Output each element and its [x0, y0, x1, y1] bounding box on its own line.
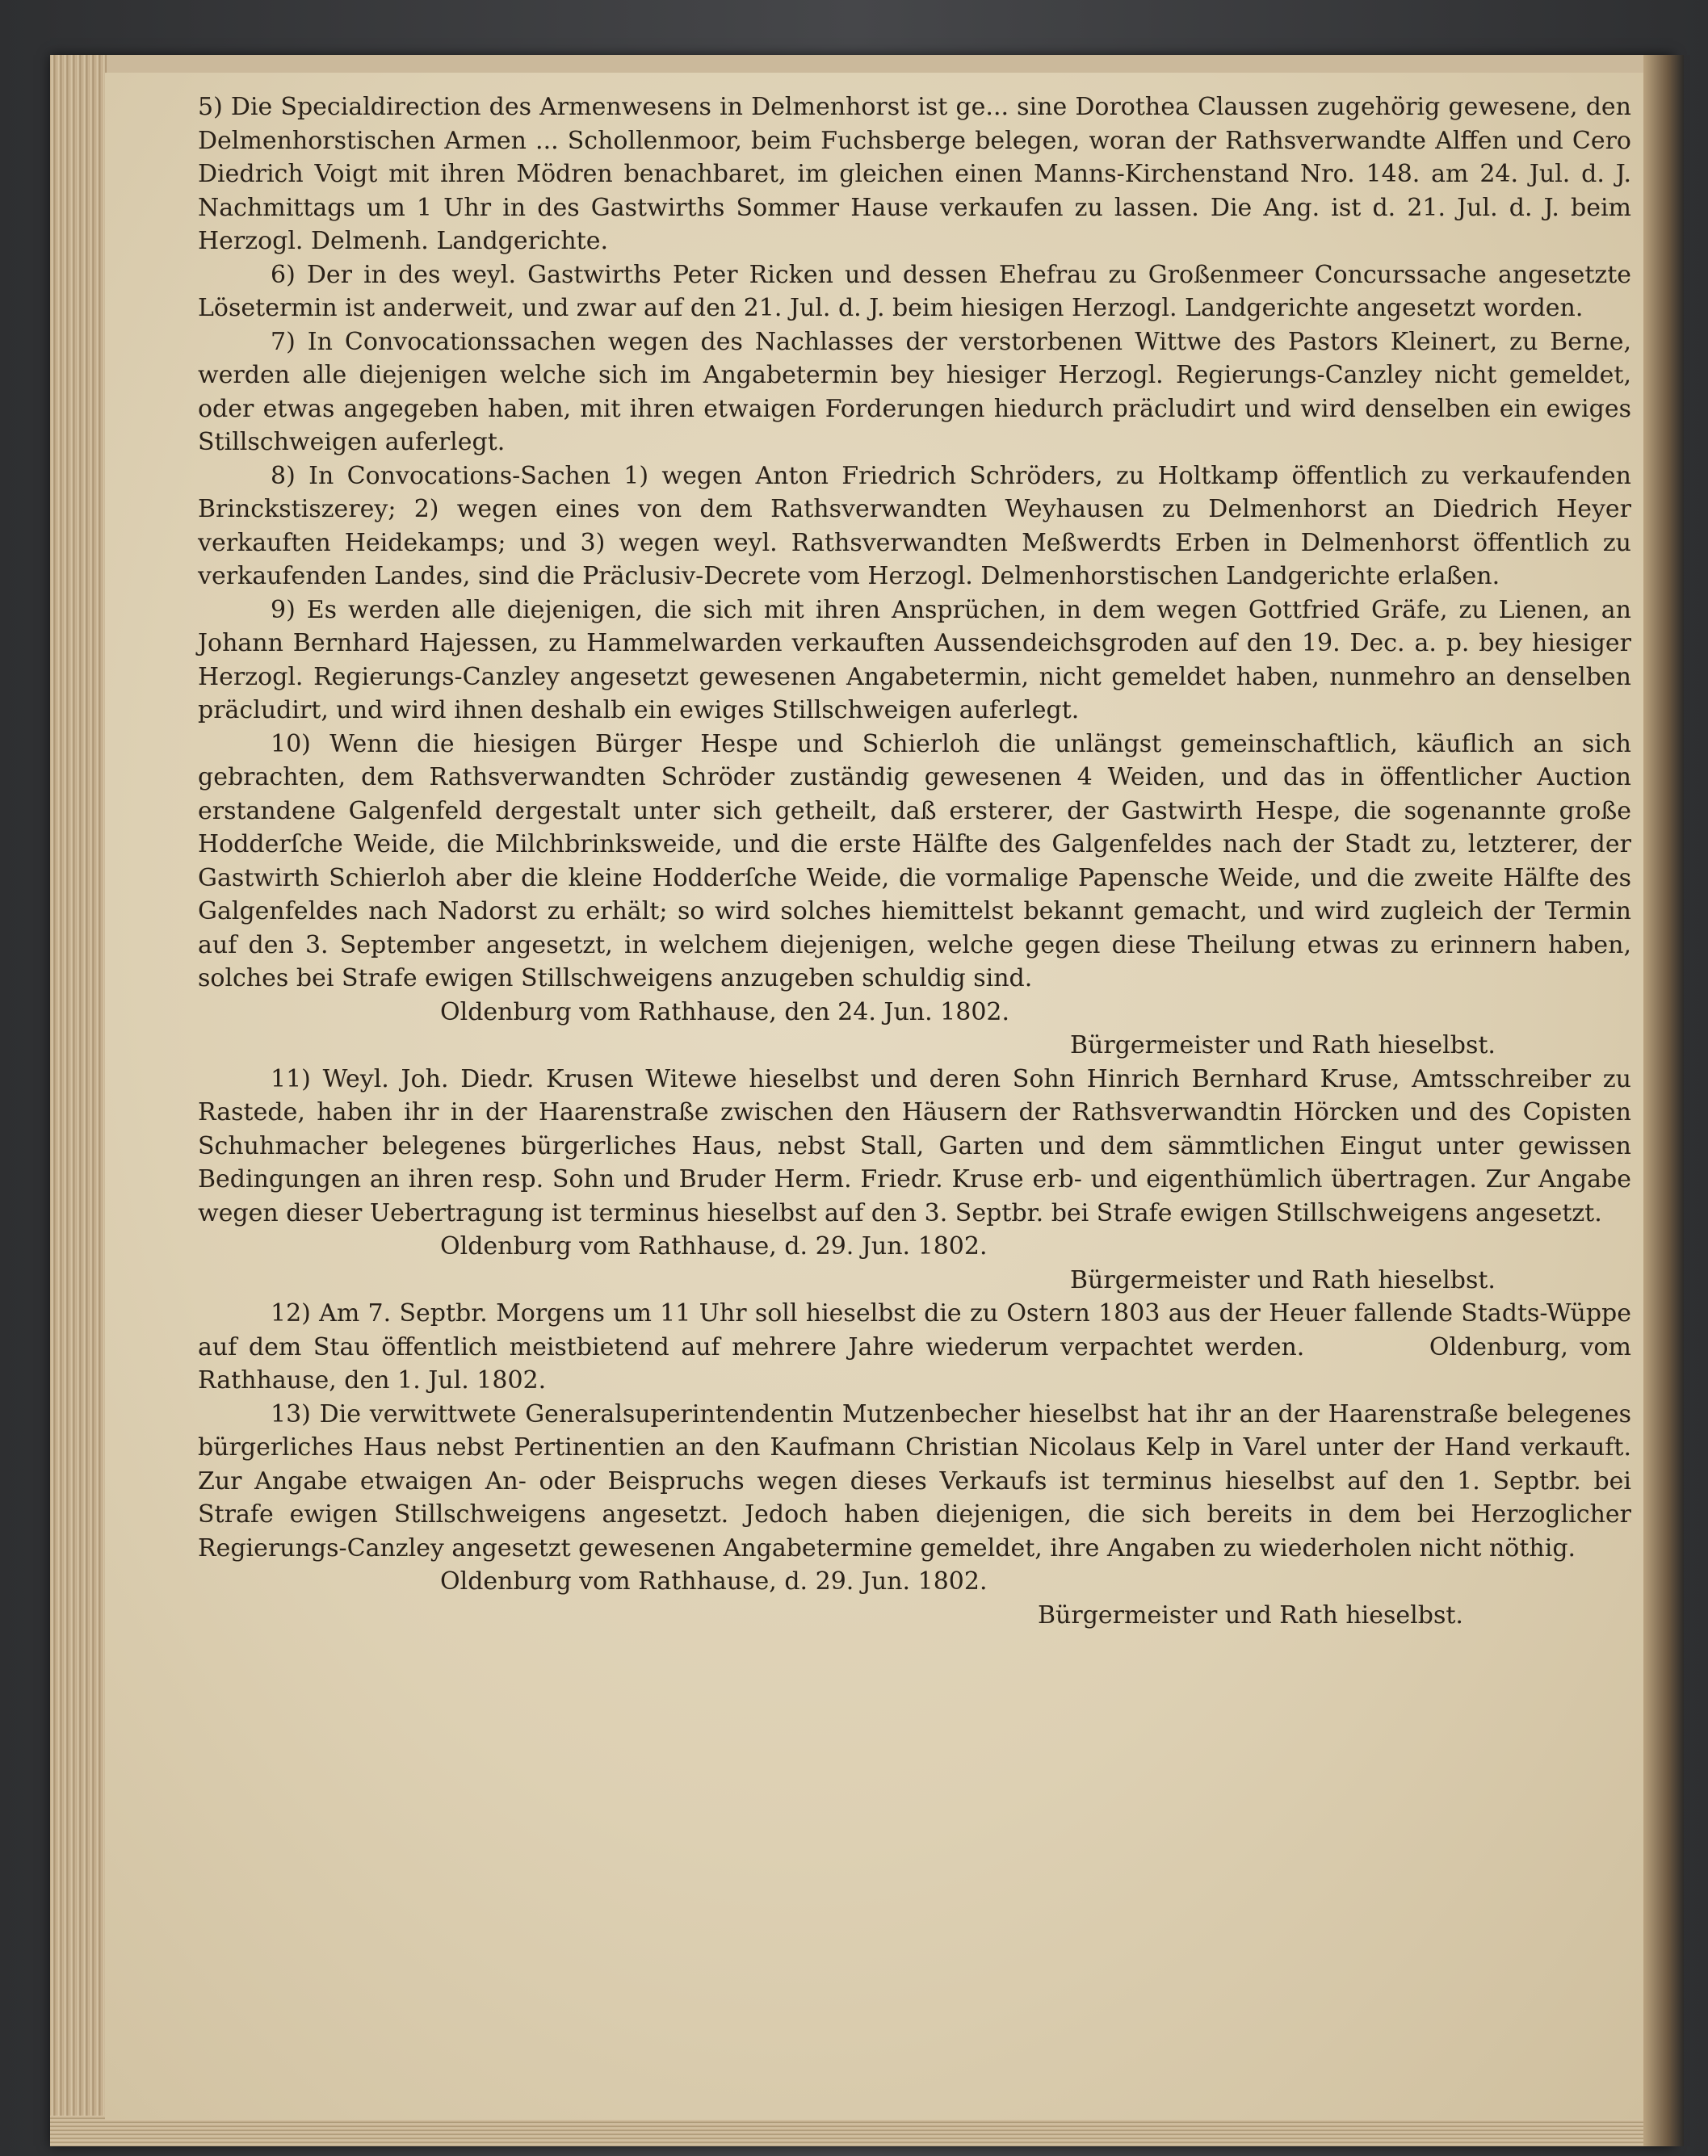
page-edges-left [50, 55, 107, 2146]
notice-9 [198, 594, 1631, 728]
notice-13-text: 13) Die verwittwete Generalsuperintendentin Mutzenbecher hieselbst hat ihr an der Haarenstraße belegenes bürgerliches Haus nebst Pertinentien an den Kaufmann Christian Nicolaus Kelp in Varel unter der Hand verkauft. Zur Angabe etwaigen An- oder Beispruchs wegen dieses Verkaufs ist terminus hieselbst auf den 1. Septbr. bei Strafe ewigen Stillschweigens angesetzt. Jedoch haben diejenigen, die sich bereits in dem bei Herzoglicher Regierungs-Canzley angesetzt gewesenen Angabetermine gemeldet, ihre Angaben zu wiederholen nicht nöthig. [198, 1399, 1631, 1562]
notice-13-date: Oldenburg vom Rathhause, d. 29. Jun. 1802. [440, 1567, 988, 1596]
notice-7-text: 7) In Convocationssachen wegen des Nachlasses der verstorbenen Wittwe des Pastors Kleinert, zu Berne, werden alle diejenigen welche sich im Angabetermin bey hiesiger Herzogl. Regierungs-Canzley nicht gemeldet, oder etwas angegeben haben, mit ihren etwaigen Forderungen hiedurch präcludirt und wird denselben ein ewiges Stillschweigen auferlegt. [198, 327, 1631, 456]
notice-9-text: 9) Es werden alle diejenigen, die sich mit ihren Ansprüchen, in dem wegen Gottfried Gräfe, zu Lienen, an Johann Bernhard Hajessen, zu Hammelwarden verkauften Aussendeichsgroden auf den 19. Dec. a. p. bey hiesiger Herzogl. Regierungs-Canzley angesetzt gewesenen Angabetermin, nicht gemeldet haben, nunmehro an denselben präcludirt, und wird ihnen deshalb ein ewiges Stillschweigen auferlegt. [198, 595, 1631, 724]
notice-10-text: 10) Wenn die hiesigen Bürger Hespe und Schierloh die unlängst gemeinschaftlich, käuflich an sich gebrachten, dem Rathsverwandten Schröder zuständig gewesenen 4 Weiden, und das in öffentlicher Auction erstandene Galgenfeld dergestalt unter sich getheilt, daß ersterer, der Gastwirth Hespe, die sogenannte große Hodderſche Weide, die Milchbrinksweide, und die erste Hälfte des Galgenfeldes nach der Stadt zu, letzterer, der Gastwirth Schierloh aber die kleine Hodderſche Weide, die vormalige Papensche Weide, und die zweite Hälfte des Galgenfeldes nach Nadorst zu erhält; so wird solches hiemittelst bekannt gemacht, und wird zugleich der Termin auf den 3. September angesetzt, in welchem diejenigen, welche gegen diese Theilung etwas zu erinnern haben, solches bei Strafe ewigen Stillschweigens anzugeben schuldig sind. [198, 729, 1631, 992]
notice-7 [198, 325, 1631, 459]
notice-12-date: Oldenburg, vom Rathhause, den 1. Jul. 1802. [198, 1332, 1631, 1395]
notice-5-text: 5) Die Specialdirection des Armenwesens in Delmenhorst ist ge... sine Dorothea Claussen zugehörig gewesene, den Delmenhorstischen Armen ... Schollenmoor, beim Fuchsberge belegen, woran der Rathsverwandte Alffen und Cero Diedrich Voigt mit ihren Mödren benachbaret, im gleichen einen Manns-Kirchenstand Nro. 148. am 24. Jul. d. J. Nachmittags um 1 Uhr in des Gastwirths Sommer Hause verkaufen zu lassen. Die Ang. ist d. 21. Jul. d. J. beim Herzogl. Delmenh. Landgerichte. [198, 93, 1631, 255]
book-spine-gutter [1643, 55, 1684, 2146]
notice-10 [198, 728, 1631, 996]
notice-6-text: 6) Der in des weyl. Gastwirths Peter Ricken und dessen Ehefrau zu Großenmeer Concurssache angesetzte Lösetermin ist anderweit, und zwar auf den 21. Jul. d. J. beim hiesigen Herzogl. Landgerichte angesetzt worden. [198, 260, 1631, 322]
notice-10-signature: Bürgermeister und Rath hieselbst. [1070, 1031, 1496, 1059]
notice-column [198, 90, 1631, 1632]
notice-5 [198, 90, 1631, 258]
notice-6 [198, 258, 1631, 325]
notice-11-signature: Bürgermeister und Rath hieselbst. [1070, 1265, 1496, 1294]
notice-8 [198, 459, 1631, 594]
notice-13 [198, 1398, 1631, 1566]
notice-10-date: Oldenburg vom Rathhause, den 24. Jun. 1802. [440, 997, 1010, 1026]
notice-13-signature: Bürgermeister und Rath hieselbst. [1038, 1600, 1463, 1630]
page-edges-bottom [50, 2116, 1673, 2146]
notice-11-date: Oldenburg vom Rathhause, d. 29. Jun. 1802. [440, 1232, 988, 1260]
notice-8-text: 8) In Convocations-Sachen 1) wegen Anton Friedrich Schröders, zu Holtkamp öffentlich zu verkaufenden Brinckstiszerey; 2) wegen eines von dem Rathsverwandten Weyhausen zu Delmenhorst an Diedrich Heyer verkauften Heidekamps; und 3) wegen weyl. Rathsverwandten Meßwerdts Erben in Delmenhorst öffentlich zu verkaufenden Landes, sind die Präclusiv-Decrete vom Herzogl. Delmenhorstischen Landgerichte erlaßen. [198, 461, 1631, 590]
notice-12-text: 12) Am 7. Septbr. Morgens um 11 Uhr soll hieselbst die zu Ostern 1803 aus der Heuer fallende Stadts-Wüppe auf dem Stau öffentlich meistbietend auf mehrere Jahre wiederum verpachtet werden. [198, 1299, 1631, 1361]
notice-12 [198, 1297, 1631, 1398]
notice-11-text: 11) Weyl. Joh. Diedr. Krusen Witewe hieselbst und deren Sohn Hinrich Bernhard Kruse, Amtsschreiber zu Rastede, haben ihr in der Haarenstraße zwischen den Häusern der Rathsverwandtin Hörcken und des Copisten Schuhmacher belegenes bürgerliches Haus, nebst Stall, Garten und dem sämmtlichen Eingut unter gewissen Bedingungen an ihren resp. Sohn und Bruder Herm. Friedr. Kruse erb- und eigenthümlich übertragen. Zur Angabe wegen dieser Uebertragung ist terminus hieselbst auf den 3. Septbr. bei Strafe ewigen Stillschweigens angesetzt. [198, 1064, 1631, 1227]
notice-11 [198, 1063, 1631, 1231]
